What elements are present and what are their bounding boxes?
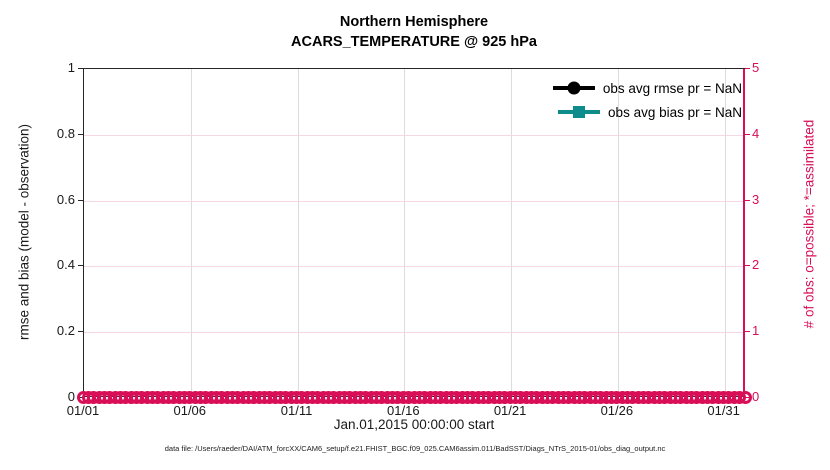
left-axis-label: rmse and bias (model - observation) [16, 123, 32, 341]
data-file-caption: data file: /Users/raeder/DAI/ATM_forcXX/CAM6_setup/f.e21.FHIST_BGC.f09_025.CAM6assim.011/BadSST/Diags_NTrS_2015-01/obs_diag_output.nc [164, 444, 666, 453]
left-tick-label: 0 [67, 389, 75, 404]
right-tick-label: 1 [752, 323, 760, 339]
x-tick-label: 01/31 [707, 403, 740, 418]
x-tick-label: 01/21 [493, 403, 527, 418]
vertical-gridline [298, 69, 299, 396]
chart-title-line2: ACARS_TEMPERATURE @ 925 hPa [291, 34, 537, 50]
legend-label-rmse: obs avg rmse pr = NaN [602, 80, 742, 96]
rmse-line-sample [553, 86, 595, 90]
right-axis-label: # of obs: o=possible; *=assimilated [801, 119, 817, 329]
legend-item-bias [553, 102, 742, 122]
right-tick-mark [745, 200, 750, 201]
right-tick-label: 5 [752, 60, 760, 75]
left-tick-label: 0.2 [56, 323, 75, 339]
left-tick-label: 0.6 [56, 191, 75, 207]
legend-label-bias: obs avg bias pr = NaN [608, 104, 742, 120]
bias-square-marker-icon [573, 106, 585, 118]
right-tick-mark [745, 331, 750, 332]
x-tick-label: 01/26 [600, 403, 634, 418]
horizontal-gridline [84, 135, 744, 136]
possible-obs-marker-icon [739, 391, 752, 404]
x-tick-label: 01/06 [173, 403, 207, 418]
right-tick-mark [745, 134, 750, 135]
right-axis-spine [743, 69, 745, 396]
left-tick-label: 0.4 [56, 257, 75, 273]
right-tick-label: 2 [752, 257, 760, 273]
legend-item-rmse [553, 78, 742, 98]
chart-title-line1: Northern Hemisphere [339, 14, 489, 30]
right-tick-label: 3 [752, 191, 760, 207]
horizontal-gridline [84, 201, 744, 202]
right-tick-label: 0 [752, 389, 760, 404]
rmse-circle-marker-icon [567, 82, 580, 95]
left-tick-mark [78, 134, 83, 135]
legend [553, 78, 742, 122]
x-tick-label: 01/01 [66, 403, 100, 418]
bias-line-sample [558, 110, 600, 114]
horizontal-gridline [84, 332, 744, 333]
left-tick-mark [78, 265, 83, 266]
right-tick-mark [745, 265, 750, 266]
x-axis-label: Jan.01,2015 00:00:00 start [333, 417, 495, 432]
left-tick-label: 1 [67, 60, 75, 75]
left-tick-mark [78, 331, 83, 332]
chart-title [83, 12, 745, 52]
x-tick-label: 01/11 [280, 403, 313, 418]
x-tick-label: 01/16 [387, 403, 420, 418]
right-tick-label: 4 [752, 125, 760, 141]
vertical-gridline [404, 69, 405, 396]
left-tick-label: 0.8 [56, 125, 75, 141]
vertical-gridline [191, 69, 192, 396]
vertical-gridline [511, 69, 512, 396]
left-tick-mark [78, 200, 83, 201]
horizontal-gridline [84, 266, 744, 267]
right-tick-mark [745, 68, 750, 69]
left-tick-mark [78, 68, 83, 69]
